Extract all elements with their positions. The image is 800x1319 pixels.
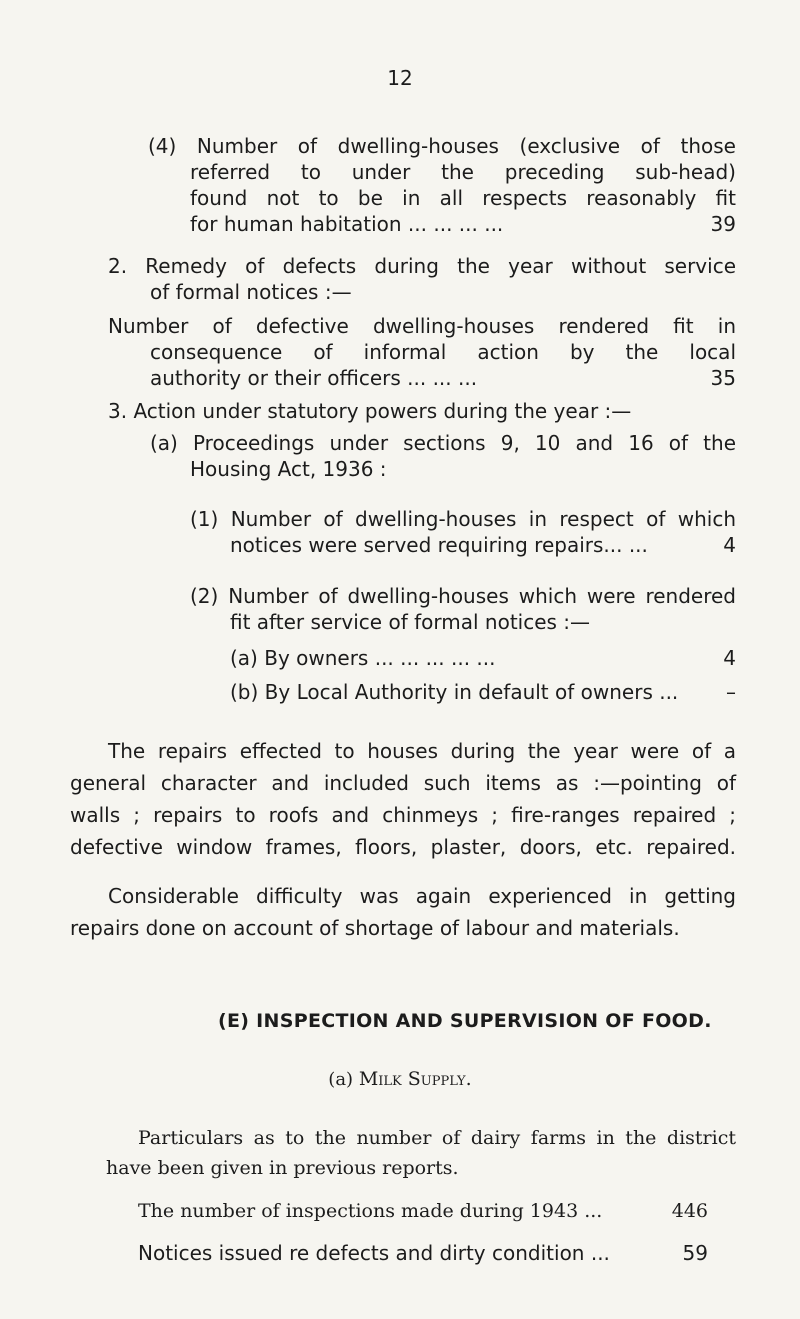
notices-row [138,1240,708,1266]
milk-supply-prefix: (a) [328,1069,354,1090]
item-3-point-2a-row [190,645,736,671]
item-4-value: 39 [710,212,736,236]
item-4 [148,133,736,237]
item-2-total-row [150,365,736,391]
item-4-line-1: (4) Number of dwelling-houses (exclusive of those [148,134,736,158]
notices-row-inner [138,1240,708,1266]
item-3-point-1-line-2: notices were served requiring repairs... ... [230,533,648,557]
item-3 [108,398,736,482]
repairs-paragraph-line-2: general character and included such items as :—pointing of [70,771,736,795]
section-e-heading: (E) INSPECTION AND SUPERVISION OF FOOD. [218,1010,712,1032]
notices-value: 59 [682,1241,708,1265]
dairy-farms-paragraph-line-1: Particulars as to the number of dairy farms in the district [138,1127,736,1149]
repairs-paragraph [70,735,736,863]
repairs-paragraph-line-3: walls ; repairs to roofs and chinmeys ; fire-ranges repaired ; [70,803,736,827]
item-2-detail [108,313,736,391]
item-4-total-row [190,211,736,237]
inspections-row [138,1198,708,1224]
item-2-line-1: 2. Remedy of defects during the year without service [108,254,736,278]
item-3-point-1-value: 4 [723,533,736,557]
item-3-point-1 [190,506,736,558]
item-2-line-2: of formal notices :— [150,280,352,304]
repairs-paragraph-line-1: The repairs effected to houses during the year were of a [108,739,736,763]
item-2-line-4: consequence of informal action by the local [150,340,736,364]
item-4-line-3: found not to be in all respects reasonably fit [190,186,736,210]
page-number: 12 [387,66,413,90]
item-3-point-2-line-2: fit after service of formal notices :— [230,610,591,634]
item-2-detail-continuation [108,339,736,391]
item-3-sub-a [108,430,736,482]
item-2 [108,253,736,391]
item-2-value: 35 [710,366,736,390]
item-3-sub-a-line-2: Housing Act, 1936 : [190,457,387,481]
difficulty-paragraph [70,880,736,944]
item-3-point-2a-value: 4 [723,646,736,670]
item-4-line-4: for human habitation ... ... ... ... [190,212,504,236]
item-3-point-2b-value: – [726,680,736,704]
dairy-farms-paragraph-line-2: have been given in previous reports. [106,1157,459,1179]
inspections-row-inner [138,1198,708,1224]
item-3-point-1-line-1: (1) Number of dwelling-houses in respect of which [190,507,736,531]
difficulty-paragraph-line-2: repairs done on account of shortage of labour and materials. [70,916,680,940]
item-2-line-5: authority or their officers ... ... ... [150,366,478,390]
item-3-line-1: 3. Action under statutory powers during the year :— [108,399,632,423]
inspections-value: 446 [671,1200,708,1222]
item-4-line-2: referred to under the preceding sub-head) [190,160,736,184]
item-3-point-2b-row [190,679,736,705]
difficulty-paragraph-line-1: Considerable difficulty was again experienced in getting [108,884,736,908]
item-3-point-2b-label: (b) By Local Authority in default of owners ... [230,680,679,704]
milk-supply-title: Milk Supply. [358,1068,472,1090]
item-3-point-1-total-row [190,532,736,558]
repairs-paragraph-line-4: defective window frames, floors, plaster, doors, etc. repaired. [70,835,736,859]
item-2-line-3: Number of defective dwelling-houses rendered fit in [108,314,736,338]
item-3-sub-a-line-1: (a) Proceedings under sections 9, 10 and 16 of the [150,431,736,455]
milk-supply-subheading [0,1068,800,1090]
item-3-point-2 [190,583,736,705]
notices-label: Notices issued re defects and dirty condition ... [138,1241,610,1265]
dairy-farms-paragraph [106,1123,736,1183]
inspections-label: The number of inspections made during 1943 ... [138,1200,603,1222]
item-3-point-2a-label: (a) By owners ... ... ... ... ... [230,646,496,670]
item-3-point-2-line-1: (2) Number of dwelling-houses which were rendered [190,584,736,608]
item-4-continuation [148,159,736,237]
